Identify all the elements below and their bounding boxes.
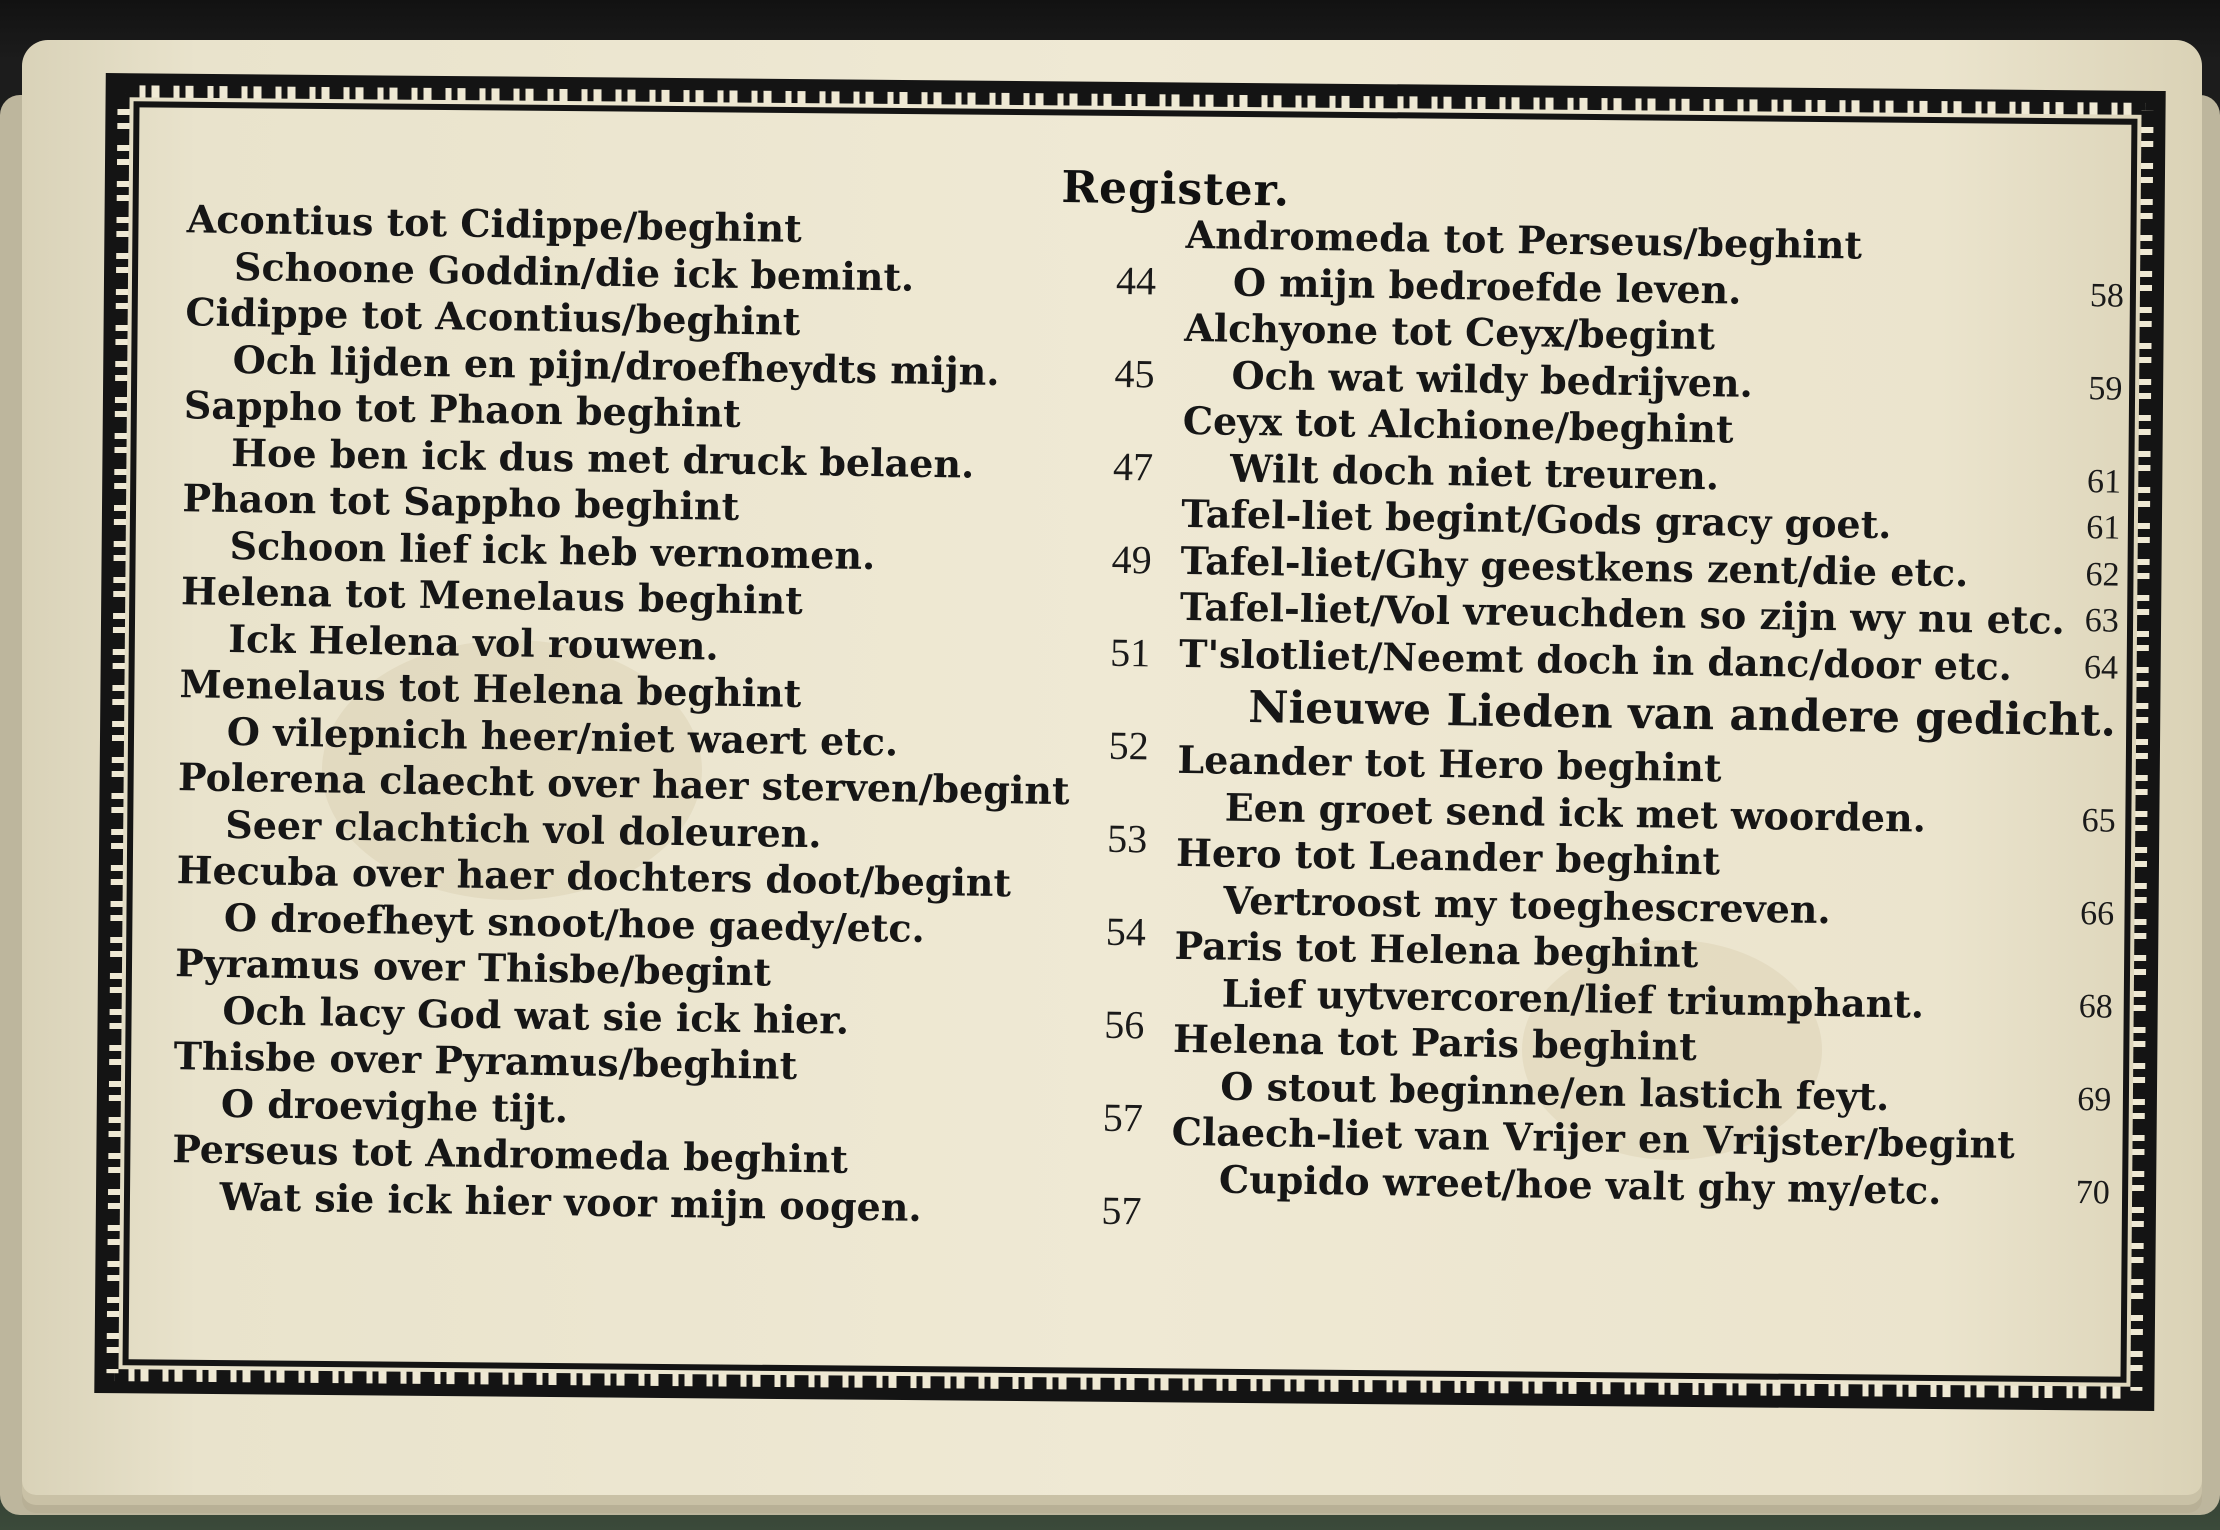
entry-text: T'slotliet/Neemt doch in danc/door etc. [1178, 630, 2013, 689]
page-number: 62 [2085, 555, 2120, 594]
page-number: 70 [2075, 1173, 2111, 1212]
page-number: 64 [2083, 648, 2119, 687]
page-number: 56 [1104, 1001, 1145, 1047]
page-number: 61 [2086, 462, 2122, 501]
page-number: 66 [2079, 894, 2115, 933]
register-right-column [1171, 212, 2146, 1217]
entry-text: Hoe ben ick dus met druck belaen. [230, 429, 975, 487]
entry-text: Thisbe over Pyramus/beghint [173, 1033, 798, 1088]
page-number: 54 [1105, 908, 1147, 954]
entry-text: Paris tot Helena beghint [1174, 922, 1699, 977]
entry-text: Wilt doch niet treuren. [1229, 445, 1720, 498]
entry-text: Och wat wildy bedrijven. [1231, 352, 1754, 406]
register-left-column [171, 196, 1187, 1235]
page-number: 47 [1112, 443, 1154, 489]
register-content [153, 148, 2132, 1379]
page-number: 63 [2084, 602, 2120, 640]
entry-text: Tafel-liet/Ghy geestkens zent/die etc. [1180, 537, 1969, 595]
entry-text: Helena tot Paris beghint [1172, 1015, 1698, 1070]
entry-text: Leander tot Hero beghint [1177, 736, 1722, 791]
entry-text: O mijn bedroefde leven. [1232, 259, 1742, 313]
entry-text: Seer clachtich vol doleuren. [225, 801, 822, 856]
entry-text: Schoone Goddin/die ick bemint. [233, 243, 915, 300]
entry-text: Een groet send ick met woorden. [1224, 784, 1927, 841]
entry-text: Tafel-liet begint/Gods gracy goet. [1181, 490, 1892, 548]
page-number: 44 [1115, 257, 1157, 303]
entry-text: Wat sie ick hier voor mijn oogen. [219, 1173, 923, 1230]
entry-text: O droevighe tijt. [220, 1080, 569, 1131]
entry-text: Lief uytvercoren/lief triumphant. [1221, 970, 1925, 1027]
entry-text: Pyramus over Thisbe/begint [174, 940, 772, 995]
entry-text: Och lijden en pijn/droefheydts mijn. [232, 336, 1000, 394]
entry-text: Tafel-liet/Vol vreuchden so zijn wy nu etc. [1179, 583, 2066, 643]
page-number: 57 [1102, 1094, 1144, 1140]
page-number: 59 [2088, 369, 2123, 408]
entry-text: Schoon lief ick heb vernomen. [229, 522, 876, 578]
page-number: 53 [1106, 815, 1148, 861]
entry-text: Claech-liet van Vrijer en Vrijster/begint [1171, 1108, 2016, 1168]
entry-text: Cidippe tot Acontius/beghint [185, 289, 801, 344]
page-number: 52 [1108, 722, 1150, 768]
entry-text: Andromeda tot Perseus/beghint [1185, 211, 1863, 268]
page-number: 49 [1111, 536, 1153, 582]
entry-text: Phaon tot Sappho beghint [182, 475, 740, 529]
entry-text: Hecuba over haer dochters doot/begint [176, 847, 1012, 906]
entry-text: Hero tot Leander beghint [1175, 829, 1721, 884]
page-number: 58 [2089, 276, 2125, 315]
book-page [22, 40, 2202, 1495]
entry-text: O stout beginne/en lastich feyt. [1220, 1063, 1890, 1119]
page-number: 57 [1101, 1187, 1142, 1233]
entry-text: O vilepnich heer/niet waert etc. [226, 708, 899, 764]
page-title: Register. [1061, 161, 1291, 217]
page-number: 61 [2085, 509, 2121, 547]
entry-text: Alchyone tot Ceyx/begint [1183, 304, 1716, 359]
entry-text: Ceyx tot Alchione/beghint [1182, 397, 1734, 452]
entry-text: Menelaus tot Helena beghint [179, 661, 802, 716]
entry-text: Nieuwe Lieden van andere gedicht. [1247, 681, 2117, 747]
page-number: 65 [2081, 801, 2116, 840]
entry-text: Ick Helena vol rouwen. [227, 615, 720, 669]
entry-text: Och lacy God wat sie ick hier. [222, 987, 850, 1043]
page-number: 68 [2078, 987, 2114, 1026]
entry-text: Vertroost my toeghescreven. [1222, 877, 1832, 932]
entry-text: Sappho tot Phaon beghint [183, 382, 741, 436]
page-number: 69 [2077, 1080, 2112, 1119]
page-number: 51 [1109, 629, 1151, 675]
page-number: 45 [1114, 350, 1155, 396]
entry-text: Helena tot Menelaus beghint [180, 568, 804, 623]
entry-text: Acontius tot Cidippe/beghint [186, 196, 803, 251]
entry-text: Perseus tot Andromeda beghint [171, 1126, 849, 1182]
entry-text: O droefheyt snoot/hoe gaedy/etc. [223, 894, 926, 951]
entry-text: Polerena claecht over haer sterven/begint [177, 754, 1070, 814]
entry-text: Cupido wreet/hoe valt ghy my/etc. [1218, 1156, 1942, 1213]
